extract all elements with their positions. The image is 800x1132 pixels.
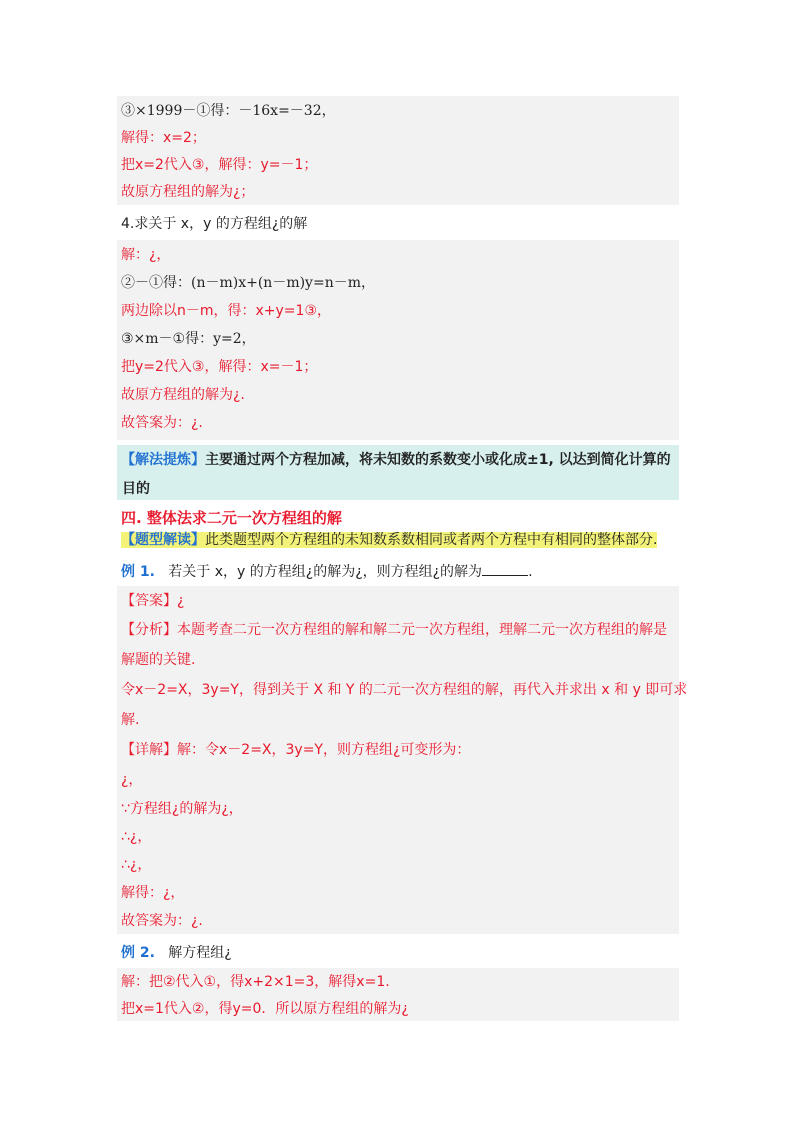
method-summary-line: 目的 [122, 481, 150, 497]
analysis-line: 解. [121, 712, 140, 728]
method-summary-tag: 【解法提炼】 [121, 452, 205, 468]
detail-line: ∵方程组¿的解为¿， [121, 801, 243, 817]
detail-line: 解得：¿， [121, 885, 185, 901]
solution-line: 解：¿， [121, 247, 171, 263]
solution-line: ②－①得：(n－m)x+(n－m)y=n－m， [121, 275, 375, 291]
interpretation-tag: 【题型解读】 [121, 532, 205, 548]
detail-line: 故答案为：¿. [121, 913, 203, 929]
section-title: 四. 整体法求二元一次方程组的解 [121, 509, 342, 527]
example-1-label: 例 1. [121, 564, 155, 580]
detail-line: 【详解】解：令x－2=X，3y=Y，则方程组¿可变形为： [121, 742, 471, 758]
example-1-tail: . [528, 564, 533, 580]
example-2-solution-block [117, 968, 679, 1021]
interpretation-line [121, 530, 657, 550]
solution-line: 故原方程组的解为¿. [121, 387, 245, 403]
example-1-text: 若关于 x，y 的方程组¿的解为¿，则方程组¿的解为 [168, 564, 483, 580]
example-1-solution-block [117, 586, 688, 934]
solution-line: 把x=1代入②，得y=0．所以原方程组的解为¿ [121, 1001, 409, 1017]
example-2-line [121, 943, 232, 963]
solution-line: 把y=2代入③，解得：x=－1； [121, 359, 318, 375]
detail-line: ∴¿， [121, 829, 152, 845]
method-summary-line [121, 450, 671, 470]
solution-line: 解得：x=2； [121, 130, 206, 146]
answer-blank [482, 561, 528, 576]
interpretation-text: 此类题型两个方程组的未知数系数相同或者两个方程中有相同的整体部分. [205, 532, 658, 548]
detail-line: ∴¿， [121, 857, 152, 873]
problem-4-title: 4.求关于 x，y 的方程组¿的解 [121, 216, 308, 232]
analysis-line: 解题的关键. [121, 652, 196, 668]
solution-block-continued [117, 96, 679, 205]
solution-line: 解：把②代入①，得x+2×1=3，解得x=1. [121, 974, 390, 990]
solution-line: 故原方程组的解为¿； [121, 184, 255, 200]
method-summary-text: 主要通过两个方程加减，将未知数的系数变小或化成±1, 以达到简化计算的 [205, 452, 671, 468]
analysis-line: 【分析】本题考查二元一次方程组的解和解二元一次方程组，理解二元一次方程组的解是 [121, 622, 667, 638]
example-1-line [121, 561, 533, 582]
solution-line: 把x=2代入③，解得：y=－1； [121, 157, 318, 173]
example-2-label: 例 2. [121, 945, 155, 961]
solution-line: ③×1999－①得：－16x=－32， [121, 103, 336, 119]
solution-line: 两边除以n－m，得：x+y=1③， [121, 303, 331, 319]
method-summary-box [117, 445, 679, 500]
answer-line: 【答案】¿ [121, 593, 185, 609]
solution-line: ③×m－①得：y=2， [121, 331, 256, 347]
solution-line: 故答案为：¿. [121, 415, 203, 431]
example-2-text: 解方程组¿ [168, 945, 232, 961]
problem-4-solution-block [117, 240, 679, 440]
detail-line: ¿， [121, 772, 143, 788]
analysis-line: 令x－2=X，3y=Y，得到关于 X 和 Y 的二元一次方程组的解，再代入并求出 x 和 y 即可求 [121, 682, 688, 698]
